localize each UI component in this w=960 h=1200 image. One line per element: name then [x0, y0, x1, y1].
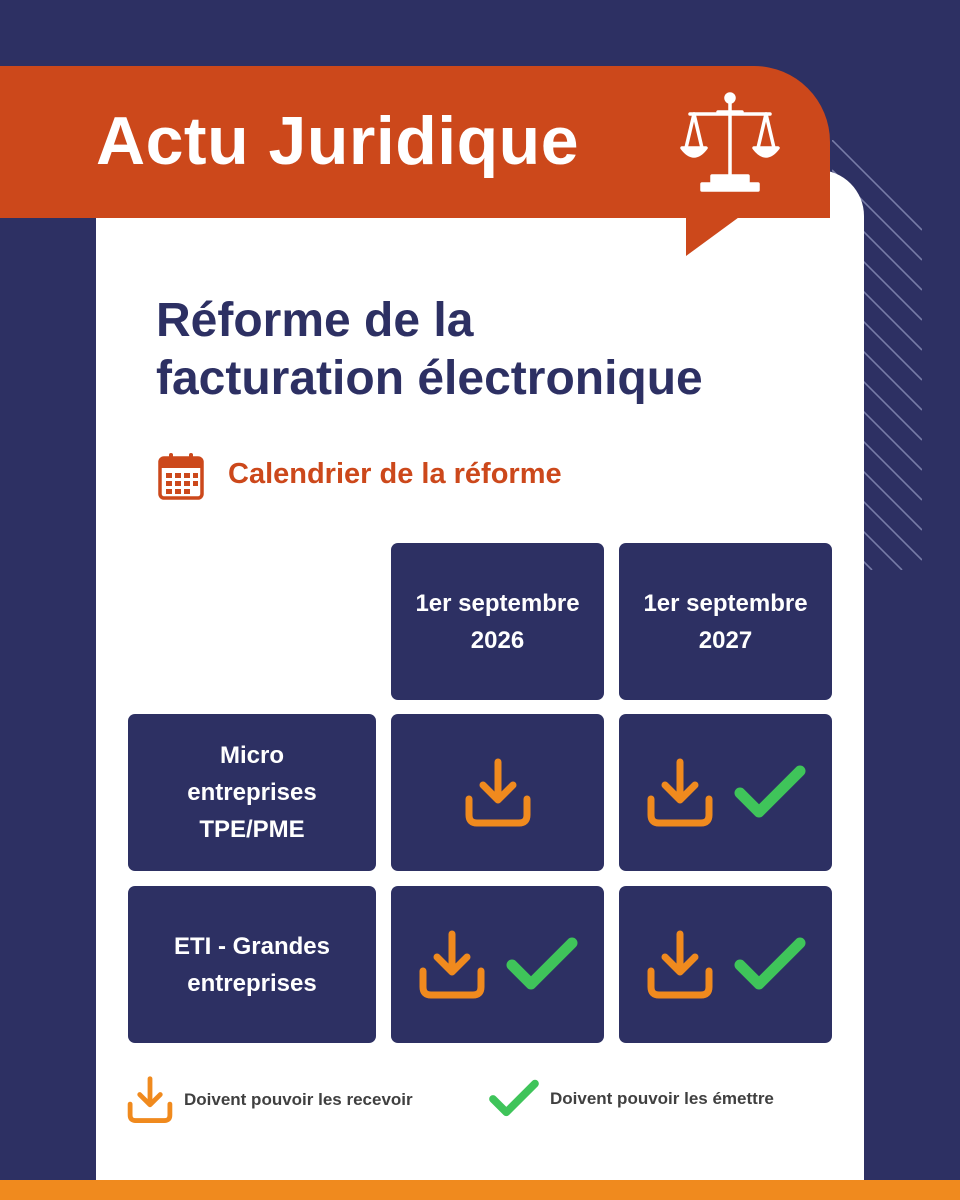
- page-title-line-1: Réforme de la: [156, 294, 474, 347]
- column-header-2026: [391, 543, 604, 700]
- column-header-2027: [619, 543, 832, 700]
- download-icon: [645, 757, 715, 829]
- checkmark-icon: [733, 935, 807, 995]
- scales-of-justice-icon: [678, 90, 782, 194]
- column-header-line: 1er septembre: [415, 589, 580, 617]
- section-subtitle: Calendrier de la réforme: [228, 458, 562, 490]
- row-header-line: TPE/PME: [199, 816, 305, 843]
- download-icon: [645, 929, 715, 1001]
- row-header-line: ETI - Grandes: [173, 932, 331, 960]
- bottom-accent-bar: [0, 1180, 960, 1200]
- row-header-line: entreprises: [187, 779, 317, 806]
- checkmark-icon: [488, 1078, 540, 1120]
- page-title-line-2: facturation électronique: [156, 352, 703, 405]
- legend-item-receive: [126, 1074, 413, 1126]
- download-icon: [463, 757, 533, 829]
- checkmark-icon: [733, 763, 807, 823]
- column-header-line: 1er septembre: [643, 589, 808, 617]
- legend: [126, 1074, 846, 1128]
- column-header-year: 2026: [470, 626, 525, 654]
- column-header-year: 2027: [698, 626, 753, 654]
- download-icon: [126, 1074, 174, 1126]
- calendar-icon: [158, 452, 204, 500]
- row-header-eti-grandes-entreprises: [128, 886, 376, 1043]
- cell-eti-2027: [619, 886, 832, 1043]
- cell-micro-2026: [391, 714, 604, 871]
- download-icon: [417, 929, 487, 1001]
- row-header-line: Micro: [219, 742, 284, 769]
- page-title: [156, 292, 846, 408]
- legend-send-label: Doivent pouvoir les émettre: [550, 1089, 774, 1108]
- checkmark-icon: [505, 935, 579, 995]
- cell-eti-2026: [391, 886, 604, 1043]
- row-header-line: entreprises: [187, 969, 317, 997]
- legend-receive-label: Doivent pouvoir les recevoir: [184, 1090, 413, 1109]
- banner-title: Actu Juridique: [96, 103, 580, 179]
- legend-item-send: [488, 1078, 774, 1120]
- row-header-micro-tpe-pme: [128, 714, 376, 871]
- banner-speech-tail: [686, 212, 746, 256]
- cell-micro-2027: [619, 714, 832, 871]
